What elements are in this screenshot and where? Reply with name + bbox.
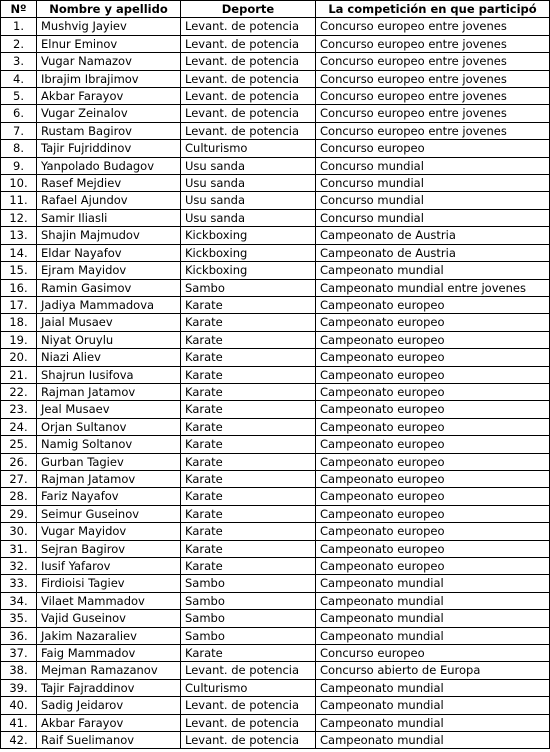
cell-name: Vugar Namazov [37,53,181,70]
cell-name: Mejman Ramazanov [37,662,181,679]
cell-name: Rustam Bagirov [37,122,181,139]
cell-competition: Campeonato mundial [316,714,550,731]
table-row [1,35,550,52]
cell-number: 11. [1,192,37,209]
cell-competition: Campeonato de Austria [316,227,550,244]
cell-name: Niazi Aliev [37,349,181,366]
header-number: Nº [1,1,37,18]
header-row [1,1,550,18]
cell-number: 17. [1,296,37,313]
cell-sport: Levant. de potencia [181,88,316,105]
cell-sport: Karate [181,296,316,313]
cell-name: Vilaet Mammadov [37,592,181,609]
cell-number: 42. [1,732,37,749]
cell-name: Vugar Mayidov [37,523,181,540]
cell-number: 2. [1,35,37,52]
cell-competition: Campeonato mundial [316,627,550,644]
cell-competition: Concurso mundial [316,192,550,209]
cell-competition: Concurso europeo entre jovenes [316,122,550,139]
cell-sport: Karate [181,331,316,348]
table-row [1,383,550,400]
table-row [1,140,550,157]
cell-sport: Sambo [181,575,316,592]
cell-sport: Kickboxing [181,227,316,244]
table-row [1,122,550,139]
cell-name: Ejram Mayidov [37,262,181,279]
cell-name: Firdioisi Tagiev [37,575,181,592]
cell-competition: Concurso abierto de Europa [316,662,550,679]
cell-name: Fariz Nayafov [37,488,181,505]
cell-competition: Campeonato mundial [316,732,550,749]
cell-name: Jeal Musaev [37,401,181,418]
cell-number: 27. [1,470,37,487]
cell-name: Akbar Farayov [37,714,181,731]
cell-name: Vugar Zeinalov [37,105,181,122]
cell-number: 39. [1,679,37,696]
cell-competition: Campeonato mundial [316,697,550,714]
cell-name: Sejran Bagirov [37,540,181,557]
cell-number: 33. [1,575,37,592]
cell-sport: Levant. de potencia [181,35,316,52]
cell-sport: Karate [181,558,316,575]
cell-name: Iusif Yafarov [37,558,181,575]
table-row [1,662,550,679]
cell-sport: Sambo [181,279,316,296]
table-row [1,505,550,522]
table-row [1,627,550,644]
cell-sport: Levant. de potencia [181,70,316,87]
cell-name: Ibrajim Ibrajimov [37,70,181,87]
cell-competition: Campeonato europeo [316,349,550,366]
table-row [1,418,550,435]
cell-number: 38. [1,662,37,679]
cell-sport: Usu sanda [181,157,316,174]
table-row [1,679,550,696]
table-row [1,470,550,487]
cell-sport: Karate [181,505,316,522]
cell-competition: Concurso mundial [316,175,550,192]
cell-name: Rajman Jatamov [37,470,181,487]
cell-competition: Campeonato europeo [316,331,550,348]
cell-sport: Culturismo [181,140,316,157]
table-row [1,175,550,192]
cell-competition: Campeonato europeo [316,470,550,487]
cell-sport: Karate [181,523,316,540]
cell-number: 41. [1,714,37,731]
cell-number: 12. [1,209,37,226]
cell-number: 23. [1,401,37,418]
table-row [1,53,550,70]
cell-competition: Concurso europeo entre jovenes [316,70,550,87]
cell-sport: Levant. de potencia [181,105,316,122]
table-row [1,523,550,540]
cell-sport: Karate [181,383,316,400]
cell-name: Raif Suelimanov [37,732,181,749]
table-row [1,436,550,453]
table-row [1,697,550,714]
cell-number: 30. [1,523,37,540]
cell-name: Yanpolado Budagov [37,157,181,174]
header-sport: Deporte [181,1,316,18]
cell-sport: Levant. de potencia [181,697,316,714]
cell-number: 10. [1,175,37,192]
cell-number: 5. [1,88,37,105]
cell-name: Tajir Fajraddinov [37,679,181,696]
cell-competition: Concurso europeo entre jovenes [316,18,550,35]
table-row [1,331,550,348]
table-row [1,645,550,662]
cell-competition: Campeonato europeo [316,436,550,453]
cell-competition: Concurso europeo entre jovenes [316,88,550,105]
table-row [1,401,550,418]
cell-name: Elnur Eminov [37,35,181,52]
table-row [1,279,550,296]
cell-sport: Culturismo [181,679,316,696]
table-row [1,488,550,505]
cell-competition: Campeonato europeo [316,488,550,505]
cell-name: Seimur Guseinov [37,505,181,522]
cell-number: 20. [1,349,37,366]
cell-name: Samir Iliasli [37,209,181,226]
cell-name: Namig Soltanov [37,436,181,453]
cell-sport: Usu sanda [181,175,316,192]
cell-sport: Levant. de potencia [181,732,316,749]
cell-name: Rasef Mejdiev [37,175,181,192]
cell-number: 9. [1,157,37,174]
cell-competition: Campeonato mundial [316,592,550,609]
cell-number: 35. [1,610,37,627]
table-header [1,1,550,18]
table-row [1,70,550,87]
cell-sport: Karate [181,314,316,331]
cell-number: 29. [1,505,37,522]
cell-number: 7. [1,122,37,139]
table-row [1,227,550,244]
cell-number: 4. [1,70,37,87]
cell-sport: Sambo [181,592,316,609]
cell-number: 36. [1,627,37,644]
cell-competition: Campeonato europeo [316,314,550,331]
cell-sport: Levant. de potencia [181,53,316,70]
table-row [1,592,550,609]
cell-competition: Campeonato europeo [316,401,550,418]
cell-number: 15. [1,262,37,279]
cell-sport: Levant. de potencia [181,714,316,731]
cell-name: Jaial Musaev [37,314,181,331]
cell-sport: Karate [181,349,316,366]
cell-competition: Concurso europeo entre jovenes [316,35,550,52]
cell-competition: Campeonato europeo [316,453,550,470]
cell-number: 28. [1,488,37,505]
cell-number: 37. [1,645,37,662]
cell-name: Rafael Ajundov [37,192,181,209]
cell-competition: Concurso europeo [316,645,550,662]
cell-competition: Campeonato mundial [316,262,550,279]
cell-number: 25. [1,436,37,453]
cell-competition: Concurso mundial [316,157,550,174]
table-row [1,244,550,261]
table-row [1,732,550,749]
table-row [1,610,550,627]
cell-competition: Concurso europeo [316,140,550,157]
cell-sport: Kickboxing [181,262,316,279]
cell-name: Mushvig Jayiev [37,18,181,35]
table-row [1,366,550,383]
cell-competition: Campeonato europeo [316,418,550,435]
cell-sport: Sambo [181,610,316,627]
cell-number: 31. [1,540,37,557]
cell-name: Ramin Gasimov [37,279,181,296]
cell-sport: Levant. de potencia [181,18,316,35]
cell-sport: Karate [181,453,316,470]
cell-number: 19. [1,331,37,348]
cell-name: Jakim Nazaraliev [37,627,181,644]
cell-name: Faig Mammadov [37,645,181,662]
cell-competition: Concurso europeo entre jovenes [316,53,550,70]
cell-number: 40. [1,697,37,714]
table-row [1,558,550,575]
cell-number: 16. [1,279,37,296]
table-row [1,88,550,105]
cell-sport: Levant. de potencia [181,122,316,139]
cell-sport: Karate [181,488,316,505]
table-row [1,105,550,122]
table-row [1,262,550,279]
cell-number: 18. [1,314,37,331]
cell-competition: Campeonato mundial [316,575,550,592]
table-row [1,192,550,209]
cell-name: Jadiya Mammadova [37,296,181,313]
cell-name: Rajman Jatamov [37,383,181,400]
cell-name: Niyat Oruylu [37,331,181,348]
table-row [1,714,550,731]
table-row [1,453,550,470]
header-name: Nombre y apellido [37,1,181,18]
cell-sport: Karate [181,470,316,487]
cell-competition: Campeonato mundial entre jovenes [316,279,550,296]
cell-name: Vajid Guseinov [37,610,181,627]
cell-competition: Campeonato europeo [316,366,550,383]
cell-number: 1. [1,18,37,35]
table-row [1,157,550,174]
cell-sport: Karate [181,418,316,435]
table-row [1,349,550,366]
cell-name: Shajin Majmudov [37,227,181,244]
cell-name: Gurban Tagiev [37,453,181,470]
cell-competition: Campeonato europeo [316,523,550,540]
cell-name: Shajrun Iusifova [37,366,181,383]
cell-sport: Kickboxing [181,244,316,261]
table-row [1,18,550,35]
cell-competition: Concurso mundial [316,209,550,226]
table-row [1,296,550,313]
cell-competition: Campeonato mundial [316,610,550,627]
table-row [1,314,550,331]
header-competition: La competición en que participó [316,1,550,18]
cell-sport: Levant. de potencia [181,662,316,679]
cell-number: 22. [1,383,37,400]
cell-competition: Campeonato europeo [316,505,550,522]
cell-sport: Karate [181,540,316,557]
cell-competition: Campeonato europeo [316,383,550,400]
cell-competition: Concurso europeo entre jovenes [316,105,550,122]
cell-name: Tajir Fujriddinov [37,140,181,157]
cell-competition: Campeonato europeo [316,558,550,575]
cell-sport: Usu sanda [181,192,316,209]
cell-competition: Campeonato europeo [316,296,550,313]
cell-sport: Karate [181,401,316,418]
cell-name: Sadig Jeidarov [37,697,181,714]
cell-number: 34. [1,592,37,609]
table-row [1,209,550,226]
cell-competition: Campeonato mundial [316,679,550,696]
cell-sport: Usu sanda [181,209,316,226]
cell-number: 14. [1,244,37,261]
cell-number: 3. [1,53,37,70]
cell-number: 8. [1,140,37,157]
cell-number: 21. [1,366,37,383]
cell-name: Eldar Nayafov [37,244,181,261]
cell-competition: Campeonato de Austria [316,244,550,261]
cell-number: 24. [1,418,37,435]
cell-sport: Karate [181,366,316,383]
table-row [1,575,550,592]
cell-sport: Karate [181,645,316,662]
cell-number: 6. [1,105,37,122]
cell-sport: Karate [181,436,316,453]
cell-competition: Campeonato europeo [316,540,550,557]
cell-number: 13. [1,227,37,244]
cell-number: 26. [1,453,37,470]
table-row [1,540,550,557]
cell-name: Orjan Sultanov [37,418,181,435]
cell-number: 32. [1,558,37,575]
cell-name: Akbar Farayov [37,88,181,105]
cell-sport: Sambo [181,627,316,644]
table-body [1,18,550,749]
